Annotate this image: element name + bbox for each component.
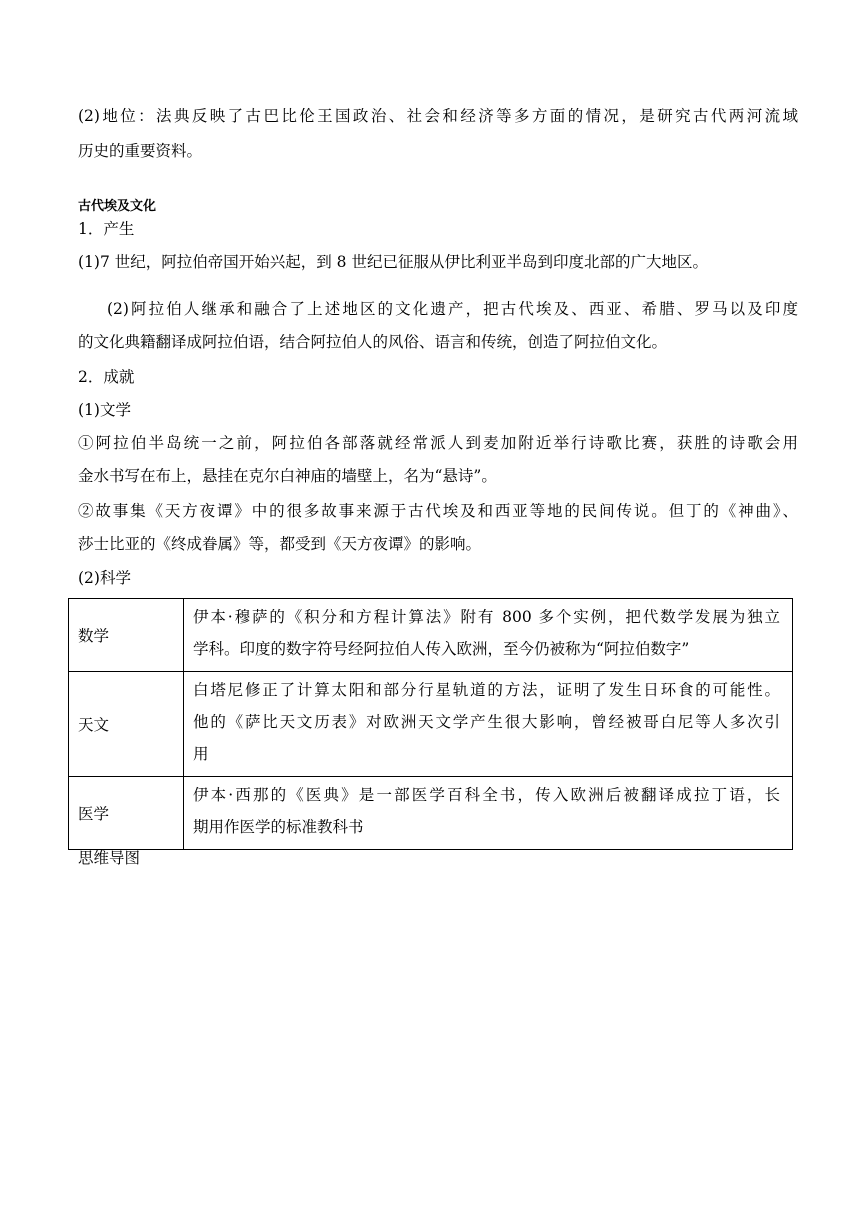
table-cell-label: 医学 [69,777,184,850]
table-cell-line: 学科。印度的数字符号经阿拉伯人传入欧洲，至今仍被称为“阿拉伯数字” [193,640,690,658]
status-paragraph-line-2: 历史的重要资料。 [78,142,203,160]
table-cell-line: 用 [193,745,209,763]
table-cell-line: 他的《萨比天文历表》对欧洲天文学产生很大影响，曾经被哥白尼等人多次引 [193,713,780,731]
section-heading: 古代埃及文化 [78,199,157,214]
origin-item-2-line-2: 的文化典籍翻译成阿拉伯语，结合阿拉伯人的风俗、语言和传统，创造了阿拉伯文化。 [78,333,668,351]
status-paragraph-line-1: (2)地位：法典反映了古巴比伦王国政治、社会和经济等多方面的情况，是研究古代两河流域 [78,107,798,125]
table-cell-line: 白塔尼修正了计算太阳和部分行星轨道的方法，证明了发生日环食的可能性。 [193,681,780,699]
table-cell-label: 数学 [69,599,184,672]
science-table [68,598,793,850]
table-cell-label: 天文 [69,672,184,777]
table-cell-line: 期用作医学的标准教科书 [193,818,364,836]
literature-item-2-line-2: 莎士比亚的《终成眷属》等，都受到《天方夜谭》的影响。 [78,535,482,553]
table-cell-line: 伊本·穆萨的《积分和方程计算法》附有 800 多个实例，把代数学发展为独立 [193,608,780,626]
literature-title: (1)文学 [78,401,131,419]
table-row [69,599,793,672]
science-title: (2)科学 [78,569,131,587]
achievements-title: 2．成就 [78,368,135,386]
literature-item-1-line-1: ①阿拉伯半岛统一之前，阿拉伯各部落就经常派人到麦加附近举行诗歌比赛，获胜的诗歌会用 [78,434,798,452]
table-cell-content [184,599,793,672]
table-cell-content [184,777,793,850]
table-cell-content [184,672,793,777]
table-cell-line: 伊本·西那的《医典》是一部医学百科全书，传入欧洲后被翻译成拉丁语，长 [193,786,780,804]
literature-item-1-line-2: 金水书写在布上，悬挂在克尔白神庙的墙壁上，名为“悬诗”。 [78,467,497,485]
table-row [69,672,793,777]
origin-title: 1．产生 [78,220,135,238]
origin-item-2-line-1: (2)阿拉伯人继承和融合了上述地区的文化遗产，把古代埃及、西亚、希腊、罗马以及印度 [107,300,798,318]
mind-map-label: 思维导图 [78,849,141,867]
origin-item-1: (1)7 世纪，阿拉伯帝国开始兴起，到 8 世纪已征服从伊比利亚半岛到印度北部的广大地区。 [78,253,708,271]
literature-item-2-line-1: ②故事集《天方夜谭》中的很多故事来源于古代埃及和西亚等地的民间传说。但丁的《神曲》、 [78,502,798,520]
table-row [69,777,793,850]
